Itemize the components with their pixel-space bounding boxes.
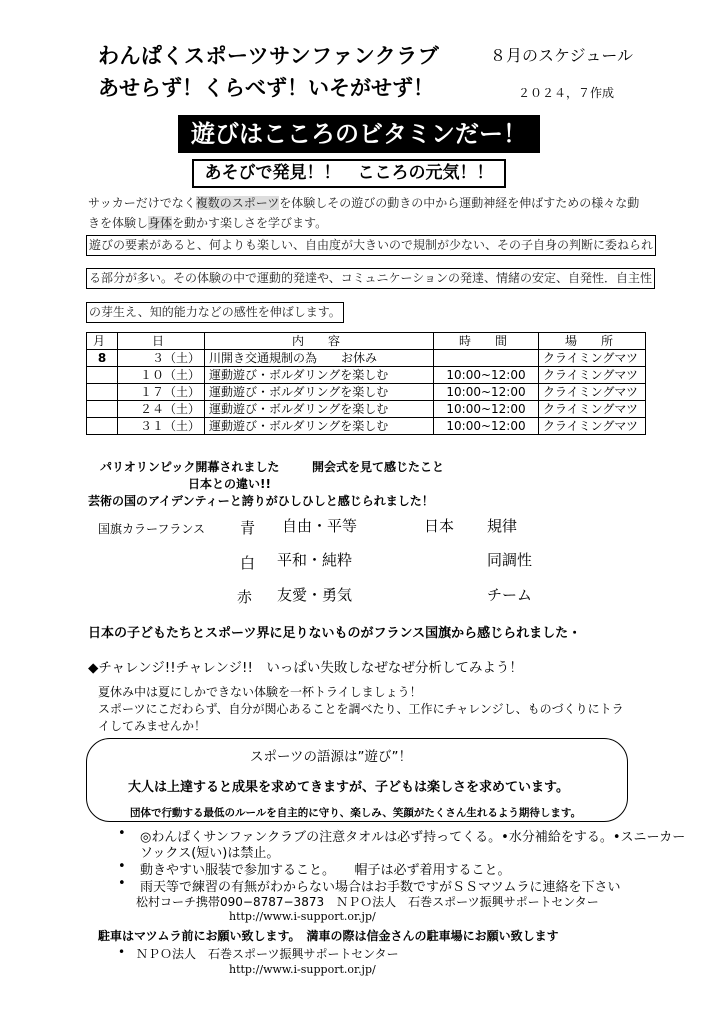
note-socks: ソックス(短い)は禁止。: [140, 846, 280, 861]
header-day: 日: [118, 333, 205, 350]
cell-month: [87, 401, 118, 418]
color-red: 赤: [237, 588, 253, 606]
cell-day: ３（土）: [118, 350, 205, 367]
intro-text-1: サッカーだけでなく: [88, 196, 196, 210]
note-clothing: 動きやすい服装で参加すること。 帽子は必ず着用すること。: [140, 863, 511, 878]
banner: 遊びはこころのビタミンだー！: [178, 115, 540, 153]
table-row: [87, 384, 646, 401]
japan-harmony: 同調性: [487, 551, 533, 569]
color-white-value: 平和・純粋: [277, 551, 353, 569]
contact-line: 松村コーチ携帯090−8787−3873 ＮＰＯ法人 石巻スポーツ振興サポートセンター: [136, 895, 599, 909]
paris-difference: 日本との違い!!: [188, 477, 271, 491]
table-row: [87, 401, 646, 418]
color-blue: 青: [240, 519, 256, 537]
url-link-2[interactable]: http://www.i-support.or.jp/: [229, 963, 376, 976]
header-place: 場 所: [539, 333, 646, 350]
flag-colors-label: 国旗カラーフランス: [98, 522, 206, 536]
club-title: わんぱくスポーツサンファンクラブ: [98, 44, 440, 68]
cell-place: クライミングマツ: [539, 418, 646, 435]
header-month: 月: [87, 333, 118, 350]
cell-time: 10:00~12:00: [434, 418, 539, 435]
intro-highlight: 複数のスポーツ: [195, 196, 280, 210]
cell-time: 10:00~12:00: [434, 367, 539, 384]
intro-text-2: を体験しその遊びの動きの中から運動神経を伸ばすための様々な動きを体験し: [88, 196, 640, 230]
paris-opening: パリオリンピック開幕されました: [100, 460, 280, 474]
note-rain: 雨天等で練習の有無がわからない場合はお手数ですがＳＳマツムラに連絡を下さい: [140, 880, 621, 895]
boxed-line-1: 遊びの要素があると、何よりも楽しい、自由度が大きいので規制が少ない、その子自身の判断に委ねられ: [86, 235, 656, 256]
month-schedule-label: ８月のスケジュール: [490, 46, 634, 65]
boxed-line-3: の芽生え、知的能力などの感性を伸ばします。: [86, 302, 344, 323]
subtitle: あそびで発見！！ こころの元気！！: [192, 159, 506, 188]
cell-place: クライミングマツ: [539, 401, 646, 418]
slogan: あせらず！くらべず！いそがせず！: [98, 76, 434, 100]
cell-content: 川開き交通規制の為 お休み: [205, 350, 434, 367]
cell-content: 運動遊び・ボルダリングを楽しむ: [205, 384, 434, 401]
paris-ceremony: 開会式を見て感じたこと: [312, 460, 445, 474]
japan-label: 日本: [424, 517, 455, 535]
cell-content: 運動遊び・ボルダリングを楽しむ: [205, 418, 434, 435]
japan-discipline: 規律: [487, 517, 518, 535]
table-row: [87, 367, 646, 384]
cell-month: [87, 418, 118, 435]
bullet-dot-1: •: [118, 826, 126, 841]
cell-content: 運動遊び・ボルダリングを楽しむ: [205, 367, 434, 384]
cell-day: １０（土）: [118, 367, 205, 384]
cell-day: １７（土）: [118, 384, 205, 401]
parking-notice: 駐車はマツムラ前にお願い致します。 満車の際は信金さんの駐車場にお願い致します: [98, 929, 559, 943]
intro-paragraph: [88, 193, 643, 233]
npo-name: ＮＰＯ法人 石巻スポーツ振興サポートセンター: [136, 947, 399, 961]
table-row: [87, 350, 646, 367]
color-blue-value: 自由・平等: [282, 517, 358, 535]
header-content: 内 容: [205, 333, 434, 350]
challenge-heading: ◆チャレンジ!!チャレンジ!! いっぱい失敗しなぜなぜ分析してみよう！: [88, 660, 523, 676]
sports-box-line-2: 団体で行動する最低のルールを自主的に守り、楽しみ、笑顔がたくさん生れるよう期待します。: [130, 807, 582, 819]
table-row: [87, 418, 646, 435]
bullet-dot-4: •: [118, 945, 126, 959]
color-red-value: 友愛・勇気: [277, 586, 353, 604]
paris-identity: 芸術の国のアイデンティーと誇りがひしひしと感じられました！: [88, 494, 434, 508]
schedule-table: [86, 332, 646, 435]
bullet-dot-2: •: [118, 859, 126, 874]
japan-team: チーム: [487, 586, 533, 604]
sports-box-title: スポーツの語源は”遊び”！: [250, 749, 412, 765]
cell-day: ２４（土）: [118, 401, 205, 418]
url-link-1[interactable]: http://www.i-support.or.jp/: [229, 910, 376, 923]
cell-time: [434, 350, 539, 367]
intro-text-3: を動かす楽しさを学びます。: [172, 216, 328, 230]
cell-month: [87, 367, 118, 384]
cell-place: クライミングマツ: [539, 367, 646, 384]
challenge-line-3: イしてみませんか！: [98, 719, 207, 733]
boxed-line-2: る部分が多い。その体験の中で運動的発達や、コミュニケーションの発達、情緒の安定、自発性．自主性: [86, 268, 655, 289]
note-towel: ◎わんぱくサンファンクラブの注意タオルは必ず持ってくる。•水分補給をする。•スニーカー: [140, 830, 686, 845]
created-date: ２０２４，７作成: [518, 86, 615, 100]
challenge-line-1: 夏休み中は夏にしかできない体験を一杯トライしましょう！: [98, 685, 422, 699]
cell-day: ３１（土）: [118, 418, 205, 435]
cell-time: 10:00~12:00: [434, 401, 539, 418]
bullet-dot-3: •: [118, 876, 126, 891]
cell-content: 運動遊び・ボルダリングを楽しむ: [205, 401, 434, 418]
cell-place: クライミングマツ: [539, 350, 646, 367]
cell-month: [87, 384, 118, 401]
header-time: 時 間: [434, 333, 539, 350]
challenge-line-2: スポーツにこだわらず、自分が関心あることを調べたり、工作にチャレンジし、ものづくりにトラ: [98, 702, 624, 716]
cell-month: 8: [87, 350, 118, 367]
cell-time: 10:00~12:00: [434, 384, 539, 401]
cell-place: クライミングマツ: [539, 384, 646, 401]
table-header-row: [87, 333, 646, 350]
intro-highlight-2: 身体: [148, 216, 173, 230]
color-white: 白: [240, 554, 256, 572]
conclusion: 日本の子どもたちとスポーツ界に足りないものがフランス国旗から感じられました・: [88, 626, 582, 641]
sports-box-line-1: 大人は上達すると成果を求めてきますが、子どもは楽しさを求めています。: [128, 780, 569, 795]
